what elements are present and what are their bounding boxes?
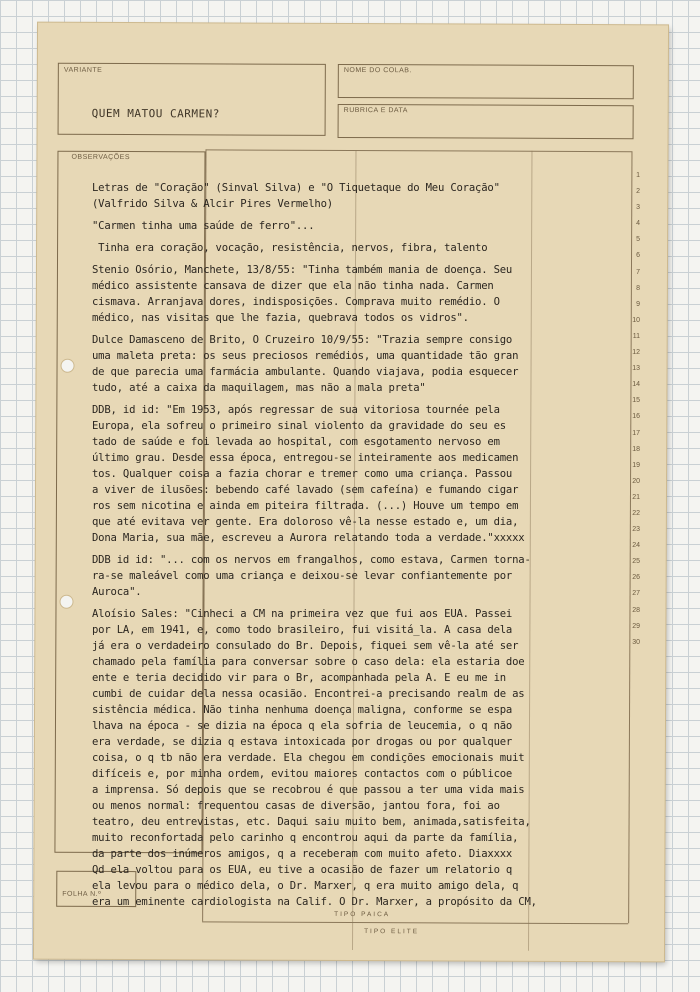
line-number: 3 bbox=[636, 204, 640, 212]
text-line: tudo, até a caixa da maquilagem, mas não a mala preta" bbox=[92, 382, 426, 394]
text-line: DDB, id id: "Em 1953, após regressar de sua vitoriosa tournée pela bbox=[92, 404, 500, 416]
line-number: 4 bbox=[636, 220, 640, 228]
text-line: da parte dos inúmeros amigos, q a receberam com muito afeto. Diaxxxx bbox=[92, 848, 513, 860]
text-line: era verdade, se dizia q estava intoxicada por drogas ou por qualquer bbox=[92, 736, 513, 748]
paragraph bbox=[92, 402, 632, 546]
line-number: 25 bbox=[632, 558, 640, 566]
text-line: último grau. Desde essa época, entregou-se inteiramente aos medicamen bbox=[92, 452, 519, 464]
folha-label: FOLHA N.º bbox=[62, 890, 102, 898]
text-line: por LA, em 1941, e, como todo brasileiro, fui visitá_la. A casa dela bbox=[92, 624, 513, 636]
line-number: 1 bbox=[636, 172, 640, 179]
line-number: 18 bbox=[632, 445, 640, 453]
paragraph bbox=[92, 218, 632, 234]
line-number: 17 bbox=[632, 429, 640, 437]
text-line: médico, nas visitas que lhe fazia, quebrava todos os vidros". bbox=[92, 312, 469, 324]
text-line: Tinha era coração, vocação, resistência, nervos, fibra, talento bbox=[92, 242, 488, 254]
paragraph bbox=[92, 262, 632, 326]
text-line: Auroca". bbox=[92, 586, 142, 598]
text-line: cismava. Arranjava dores, indisposições. Comprava muito remédio. O bbox=[92, 296, 500, 308]
text-line: ente e teria decidido vir para o Br, acompanhada pela A. E eu me in bbox=[92, 672, 506, 684]
rubrica-data-label: RUBRICA E DATA bbox=[343, 106, 408, 115]
bottom-rule bbox=[202, 921, 628, 924]
text-line: a imprensa. Só depois que se recobrou é que passou a ter uma vida mais bbox=[92, 784, 525, 796]
line-number: 11 bbox=[632, 332, 640, 340]
line-number: 29 bbox=[632, 622, 640, 630]
text-line: coisa, o q tb não era verdade. Ela chegou em condições emocionais muit bbox=[92, 752, 525, 764]
text-line: chamado pela família para conversar sobre o caso dela: ela estaria doe bbox=[92, 656, 525, 668]
variante-label: VARIANTE bbox=[63, 66, 103, 74]
paragraph bbox=[92, 552, 632, 600]
text-line: teatro, deu entrevistas, etc. Daqui saiu muito bem, animada,satisfeita, bbox=[92, 816, 531, 828]
line-number: 24 bbox=[632, 542, 640, 550]
text-line: Dona Maria, sua mãe, escreveu a Aurora relatando toda a verdade."xxxxx bbox=[92, 532, 525, 544]
paragraph bbox=[92, 332, 632, 396]
paragraph bbox=[92, 240, 632, 256]
line-number: 9 bbox=[636, 300, 640, 308]
line-number: 2 bbox=[636, 188, 640, 196]
line-number: 27 bbox=[632, 590, 640, 598]
line-number: 16 bbox=[632, 413, 640, 421]
text-line: "Carmen tinha uma saúde de ferro"... bbox=[92, 220, 315, 232]
text-line: cumbi de cuidar dela nessa ocasião. Encontrei-a precisando realm de as bbox=[92, 688, 525, 700]
line-number: 12 bbox=[632, 349, 640, 357]
observacoes-label: OBSERVAÇÕES bbox=[71, 153, 131, 162]
text-line: (Valfrido Silva & Alcir Pires Vermelho) bbox=[92, 198, 333, 210]
line-number: 5 bbox=[636, 236, 640, 244]
line-number: 28 bbox=[632, 606, 640, 614]
line-number: 26 bbox=[632, 574, 640, 582]
line-number: 14 bbox=[632, 381, 640, 389]
text-line: ou menos normal: frequentou casas de diversão, jantou fora, foi ao bbox=[92, 800, 500, 812]
line-number: 21 bbox=[632, 493, 640, 501]
text-line: Qd ela voltou para os EUA, eu tive a ocasião de fazer um relatorio q bbox=[92, 864, 513, 876]
text-line: ra-se maleável como uma criança e deixou-se levar confiantemente por bbox=[92, 570, 513, 582]
text-line: tado de saúde e foi levada ao hospital, com esgotamento nervoso em bbox=[92, 436, 500, 448]
text-line: era um eminente cardiologista na Calif. O Dr. Marxer, a propósito da CM, bbox=[92, 896, 537, 908]
text-line: tos. Qualquer coisa a fazia chorar e tremer como uma criança. Passou bbox=[92, 468, 513, 480]
tipo-elite-label: TIPO ELITE bbox=[364, 928, 420, 936]
line-number: 23 bbox=[632, 526, 640, 534]
text-line: Stenio Osório, Manchete, 13/8/55: "Tinha também mania de doença. Seu bbox=[92, 264, 513, 276]
text-line: médico assistente cansava de dizer que ela não tinha nada. Carmen bbox=[92, 280, 494, 292]
punch-hole-top bbox=[61, 359, 75, 373]
line-number: 13 bbox=[632, 365, 640, 373]
line-number: 20 bbox=[632, 477, 640, 485]
nome-colab-label: NOME DO COLAB. bbox=[343, 66, 412, 75]
line-number: 8 bbox=[636, 284, 640, 292]
text-line: a viver de ilusões: bebendo café lavado (sem cafeína) e fumando cigar bbox=[92, 484, 519, 496]
text-line: lhava na época - se dizia na época q ela sofria de leucemia, o q não bbox=[92, 720, 513, 732]
punch-hole-bottom bbox=[59, 595, 73, 609]
line-number: 22 bbox=[632, 509, 640, 517]
line-number: 7 bbox=[636, 268, 640, 276]
typewritten-text bbox=[92, 180, 632, 919]
line-number: 19 bbox=[632, 461, 640, 469]
text-line: ela levou para o médico dela, o Dr. Marxer, q era muito amigo dela, q bbox=[92, 880, 519, 892]
text-line: uma maleta preta: os seus preciosos remédios, uma quantidade tão gran bbox=[92, 350, 519, 362]
text-line: que até evitava ver gente. Era doloroso vê-la nesse estado e, um dia, bbox=[92, 516, 519, 528]
line-number: 15 bbox=[632, 397, 640, 405]
text-line: DDB id id: "... com os nervos em frangalhos, como estava, Carmen torna- bbox=[92, 554, 531, 566]
tipo-paica-label: TIPO PAICA bbox=[334, 910, 391, 919]
text-line: difíceis e, por minha ordem, evitou maiores contactos com o públicoe bbox=[92, 768, 513, 780]
text-line: Europa, ela sofreu o primeiro sinal violento da gravidade do seu es bbox=[92, 420, 506, 432]
paragraph bbox=[92, 180, 632, 212]
text-line: ros sem nicotina e ainda em piteira filtrada. (...) Houve um tempo em bbox=[92, 500, 519, 512]
paragraph bbox=[92, 606, 632, 910]
document-title: QUEM MATOU CARMEN? bbox=[91, 106, 220, 121]
text-line: Aloísio Sales: "Cinheci a CM na primeira vez que fui aos EUA. Passei bbox=[92, 608, 513, 620]
text-line: Dulce Damasceno de Brito, O Cruzeiro 10/9/55: "Trazia sempre consigo bbox=[92, 334, 513, 346]
line-number: 6 bbox=[636, 252, 640, 260]
text-line: sistência médica. Não tinha nenhuma doença maligna, conforme se espa bbox=[92, 704, 513, 716]
text-line: muito reconfortada pelo carinho q encontrou aqui da parte da família, bbox=[92, 832, 519, 844]
top-rule bbox=[205, 149, 631, 152]
text-line: de que parecia uma farmácia ambulante. Quando viajava, podia esquecer bbox=[92, 366, 519, 378]
text-line: Letras de "Coração" (Sinval Silva) e "O Tiquetaque do Meu Coração" bbox=[92, 182, 500, 194]
line-number: 30 bbox=[632, 638, 640, 646]
text-line: já era o verdadeiro consulado do Br. Depois, fiquei sem vê-la até ser bbox=[92, 640, 519, 652]
line-number: 10 bbox=[632, 316, 640, 324]
